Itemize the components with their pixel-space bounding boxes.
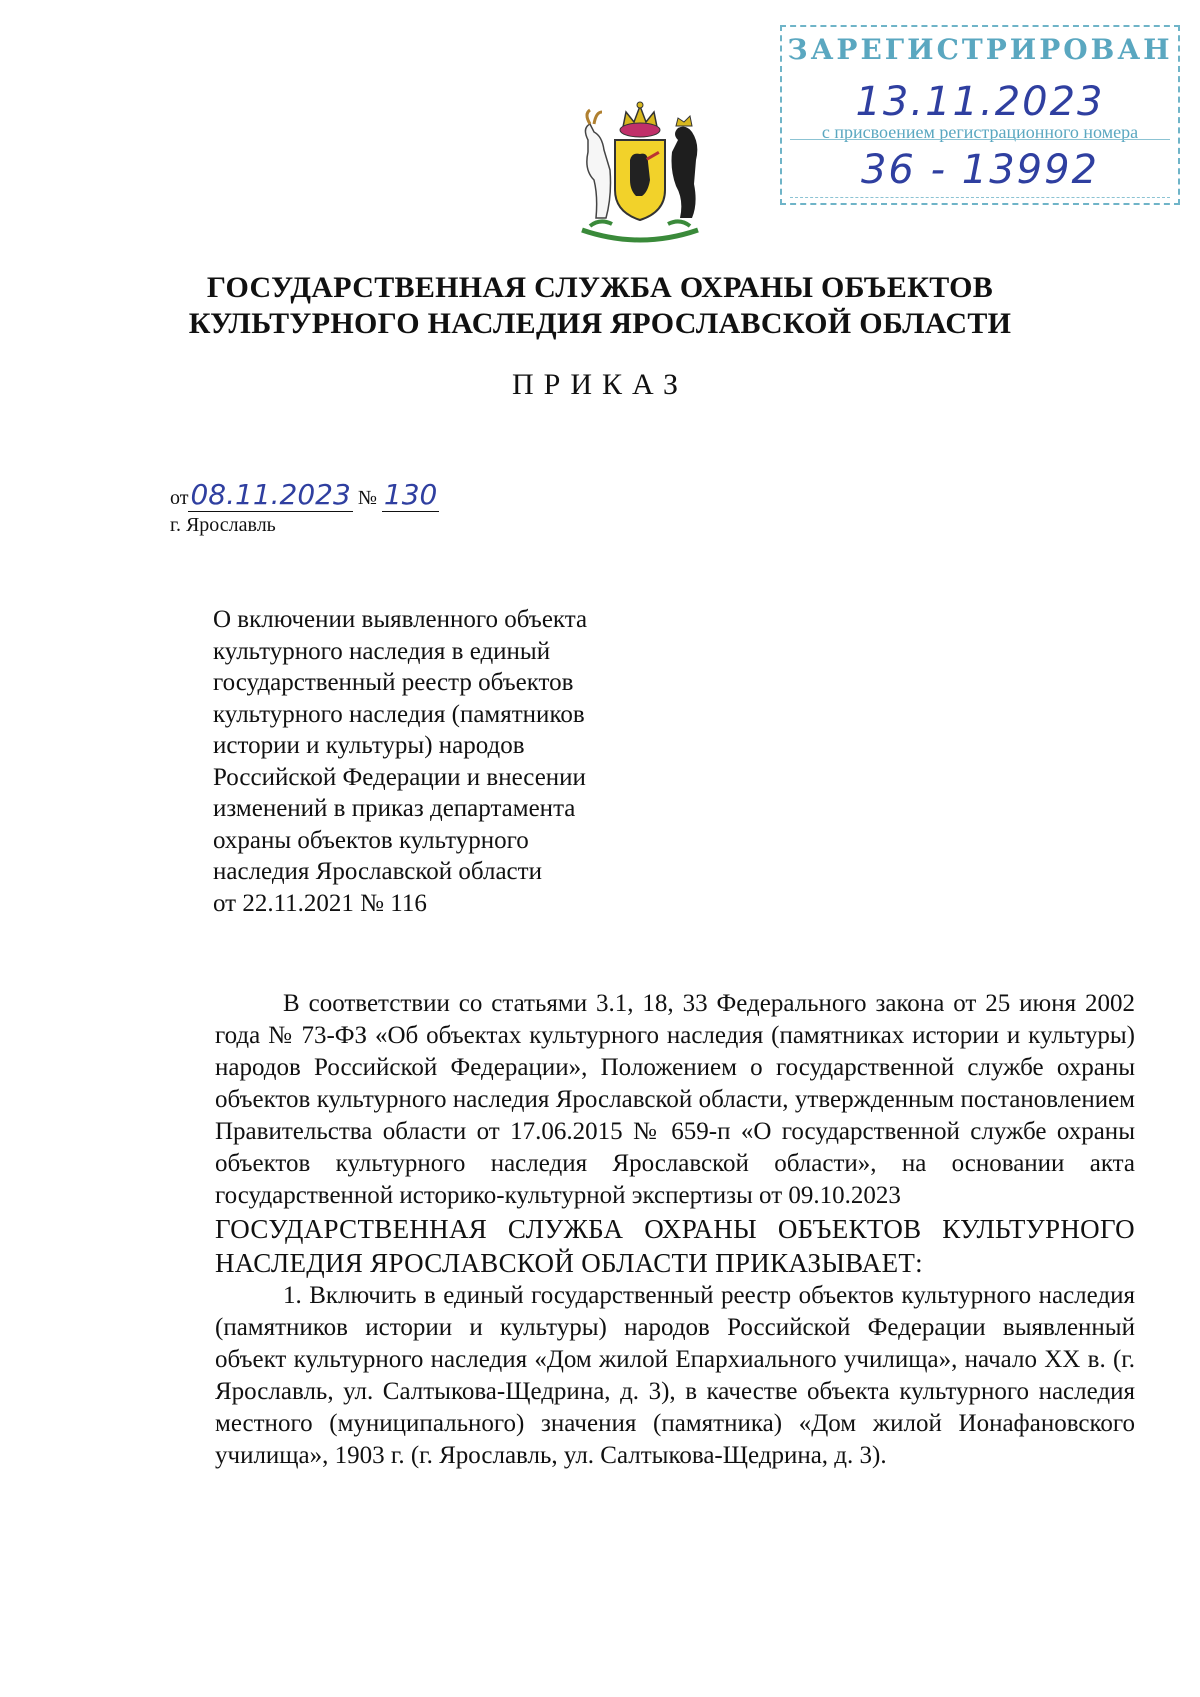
order-body (215, 988, 1135, 1472)
stamp-date: 13.11.2023 (855, 79, 1105, 125)
order-date: 08.11.2023 (190, 478, 351, 511)
stamp-caption: с присвоением регистрационного номера (821, 122, 1139, 142)
subject-line: Российской Федерации и внесении (213, 763, 586, 791)
number-prefix: № (357, 487, 377, 509)
subject-line: культурного наследия в единый (213, 637, 551, 665)
registration-stamp (780, 25, 1180, 205)
city: г. Ярославль (170, 514, 276, 536)
subject-line: О включении выявленного объекта (213, 606, 588, 633)
document-type: ПРИКАЗ (512, 368, 688, 401)
organization-title (0, 270, 1200, 342)
subject-line: охраны объектов культурного (213, 826, 529, 854)
subject-line: от 22.11.2021 № 116 (213, 889, 427, 917)
subject-line: изменений в приказ департамента (213, 795, 576, 822)
date-prefix: от (170, 487, 189, 509)
order-directive: ГОСУДАРСТВЕННАЯ СЛУЖБА ОХРАНЫ ОБЪЕКТОВ КУЛЬТУРНОГО НАСЛЕДИЯ ЯРОСЛАВСКОЙ ОБЛАСТИ ПРИКАЗЫВАЕТ: (215, 1214, 1135, 1278)
stamp-bottom-divider (790, 197, 1170, 198)
stamp-title: ЗАРЕГИСТРИРОВАН (787, 33, 1173, 66)
stamp-divider (790, 139, 1170, 140)
stamp-registration-number: 36 - 13992 (860, 147, 1099, 193)
subject-line: культурного наследия (памятников (213, 700, 585, 728)
organization-title-line-1: ГОСУДАРСТВЕННАЯ СЛУЖБА ОХРАНЫ ОБЪЕКТОВ (206, 271, 994, 304)
organization-title-line-2: КУЛЬТУРНОГО НАСЛЕДИЯ ЯРОСЛАВСКОЙ ОБЛАСТИ (188, 307, 1012, 340)
subject-line: истории и культуры) народов (213, 732, 525, 759)
order-item-1: 1. Включить в единый государственный реестр объектов культурного наследия (памятников истории и культуры) народов Российской Федерации выявленный объект культурного наследия «Дом жилой Епархиального училища», начало XX в. (г. Ярославль, ул. Салтыкова-Щедрина, д. 3), в качестве объекта культурного наследия местного (муниципального) значения (памятника) «Дом жилой Ионафановского училища», 1903 г. (г. Ярославль, ул. Салтыкова-Щедрина, д. 3). (215, 1282, 1135, 1469)
preamble-paragraph: В соответствии со статьями 3.1, 18, 33 Федерального закона от 25 июня 2002 года № 73-ФЗ «Об объектах культурного наследия (памятниках истории и культуры) народов Российской Федерации», Положением о государственной службе охраны объектов культурного наследия Ярославской области, утвержденным постановлением Правительства области от 17.06.2015 № 659-п «О государственной службе охраны объектов культурного наследия Ярославской области», на основании акта государственной историко-культурной экспертизы от 09.10.2023 (215, 990, 1135, 1209)
subject-line: наследия Ярославской области (213, 858, 542, 885)
order-number: 130 (383, 478, 438, 511)
date-number-line (170, 478, 439, 511)
order-subject (213, 604, 673, 919)
subject-line: государственный реестр объектов (213, 669, 574, 696)
coat-of-arms-icon (560, 100, 720, 250)
